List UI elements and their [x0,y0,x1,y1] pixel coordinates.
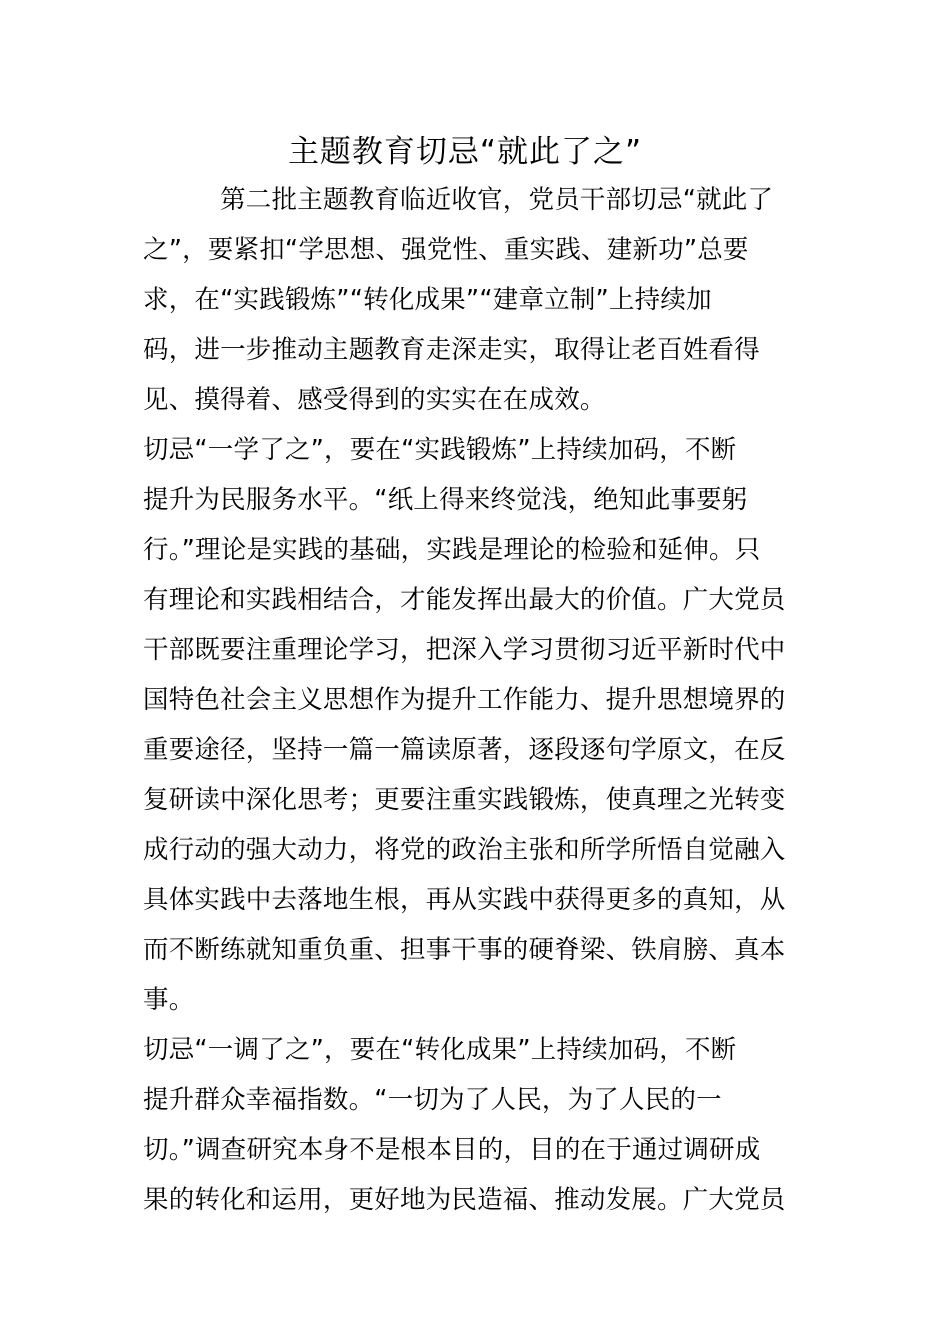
paragraph-1-line-5: 见、摸得着、感受得到的实实在在成效。 [143,385,606,415]
paragraph-3-line-4: 果的转化和运用，更好地为民造福、推动发展。广大党员 [143,1185,786,1215]
paragraph-2-line-8: 复研读中深化思考；更要注重实践锻炼，使真理之光转变 [143,785,786,815]
paragraph-2-line-3: 行。”理论是实践的基础，实践是理论的检验和延伸。只 [143,535,761,565]
document-title: 主题教育切忌“就此了之” [287,134,643,170]
paragraph-1-line-4: 码，进一步推动主题教育走深走实，取得让老百姓看得 [143,335,760,365]
paragraph-2-line-9: 成行动的强大动力，将党的政治主张和所学所悟自觉融入 [143,835,786,865]
paragraph-2-line-7: 重要途径，坚持一篇一篇读原著，逐段逐句学原文，在反 [143,735,786,765]
paragraph-2-line-10: 具体实践中去落地生根，再从实践中获得更多的真知，从 [143,885,786,915]
paragraph-2-line-11: 而不断练就知重负重、担事干事的硬脊梁、铁肩膀、真本 [143,935,786,965]
paragraph-3-line-1: 切忌“一调了之”，要在“转化成果”上持续加码，不断 [143,1035,737,1065]
paragraph-2-line-2: 提升为民服务水平。“纸上得来终觉浅，绝知此事要躬 [143,485,748,515]
paragraph-3-line-3: 切。”调查研究本身不是根本目的，目的在于通过调研成 [143,1135,761,1165]
paragraph-2-line-4: 有理论和实践相结合，才能发挥出最大的价值。广大党员 [143,585,786,615]
paragraph-2-line-1: 切忌“一学了之”，要在“实践锻炼”上持续加码，不断 [143,435,737,465]
paragraph-2-line-12: 事。 [143,985,195,1015]
paragraph-2-line-6: 国特色社会主义思想作为提升工作能力、提升思想境界的 [143,685,786,715]
paragraph-3-line-2: 提升群众幸福指数。“一切为了人民，为了人民的一 [143,1085,722,1115]
paragraph-2-line-5: 干部既要注重理论学习，把深入学习贯彻习近平新时代中 [143,635,786,665]
paragraph-1-line-3: 求，在“实践锻炼”“转化成果”“建章立制”上持续加 [143,285,712,315]
paragraph-1-line-2: 之”，要紧扣“学思想、强党性、重实践、建新功”总要 [143,235,749,265]
paragraph-1-line-1: 第二批主题教育临近收官，党员干部切忌“就此了 [143,185,774,215]
